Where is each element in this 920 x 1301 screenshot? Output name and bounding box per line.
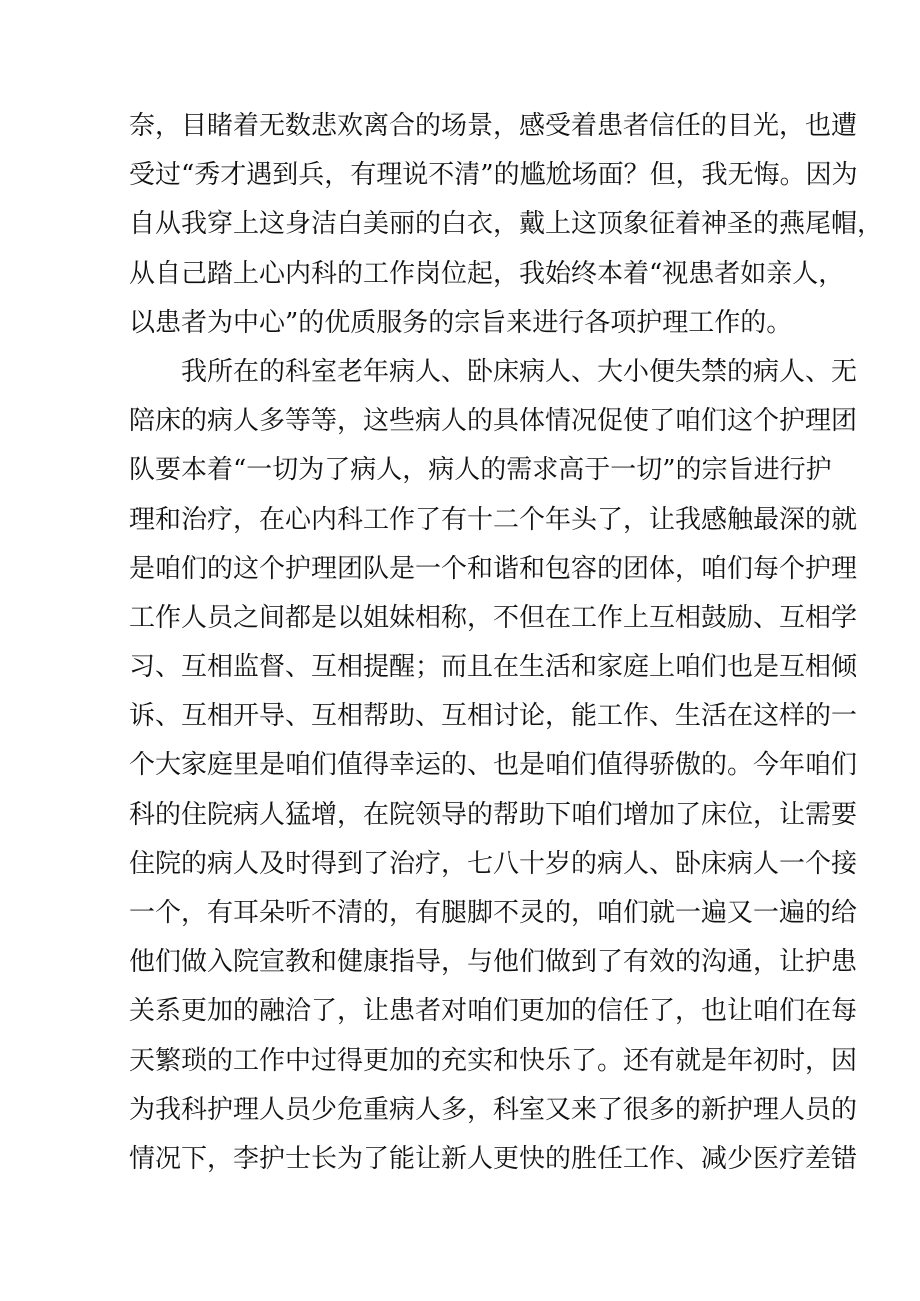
text-line: 个大家庭里是咱们值得幸运的、也是咱们值得骄傲的。今年咱们 (129, 750, 858, 781)
text-line: 情况下，李护士长为了能让新人更快的胜任工作、减少医疗差错 (129, 1143, 858, 1174)
text-line: 为我科护理人员少危重病人多，科室又来了很多的新护理人员的 (129, 1094, 858, 1125)
text-line: 诉、互相开导、互相帮助、互相讨论，能工作、生活在这样的一 (129, 701, 858, 732)
text-line: 理和治疗，在心内科工作了有十二个年头了，让我感触最深的就 (129, 504, 858, 535)
text-line: 以患者为中心”的优质服务的宗旨来进行各项护理工作的。 (129, 307, 793, 338)
text-line: 工作人员之间都是以姐妹相称，不但在工作上互相鼓励、互相学 (129, 602, 858, 633)
text-line: 一个，有耳朵听不清的，有腿脚不灵的，咱们就一遍又一遍的给 (129, 898, 858, 928)
text-line: 受过“秀才遇到兵，有理说不清”的尴尬场面？但，我无悔。因为 (129, 160, 858, 191)
text-line: 陪床的病人多等等，这些病人的具体情况促使了咱们这个护理团 (129, 406, 858, 437)
document-body (129, 102, 884, 1184)
text-line: 从自己踏上心内科的工作岗位起，我始终本着“视患者如亲人， (129, 258, 845, 289)
text-line: 奈，目睹着无数悲欢离合的场景，感受着患者信任的目光，也遭 (129, 111, 858, 141)
text-line: 住院的病人及时得到了治疗，七八十岁的病人、卧床病人一个接 (129, 848, 858, 879)
text-line: 科的住院病人猛增，在院领导的帮助下咱们增加了床位，让需要 (129, 799, 858, 830)
paragraph-first-line: 我所在的科室老年病人、卧床病人、大小便失禁的病人、无 (181, 356, 858, 387)
text-line: 是咱们的这个护理团队是一个和谐和包容的团体，咱们每个护理 (129, 553, 858, 584)
text-line: 关系更加的融洽了，让患者对咱们更加的信任了，也让咱们在每 (129, 996, 858, 1027)
text-line: 天繁琐的工作中过得更加的充实和快乐了。还有就是年初时，因 (129, 1045, 858, 1076)
text-line: 自从我穿上这身洁白美丽的白衣，戴上这顶象征着神圣的燕尾帽， (129, 209, 884, 240)
text-line: 习、互相监督、互相提醒；而且在生活和家庭上咱们也是互相倾 (129, 652, 858, 683)
text-line: 他们做入院宣教和健康指导，与他们做到了有效的沟通，让护患 (129, 947, 858, 978)
text-line: 队要本着“一切为了病人，病人的需求高于一切”的宗旨进行护 (129, 455, 832, 486)
